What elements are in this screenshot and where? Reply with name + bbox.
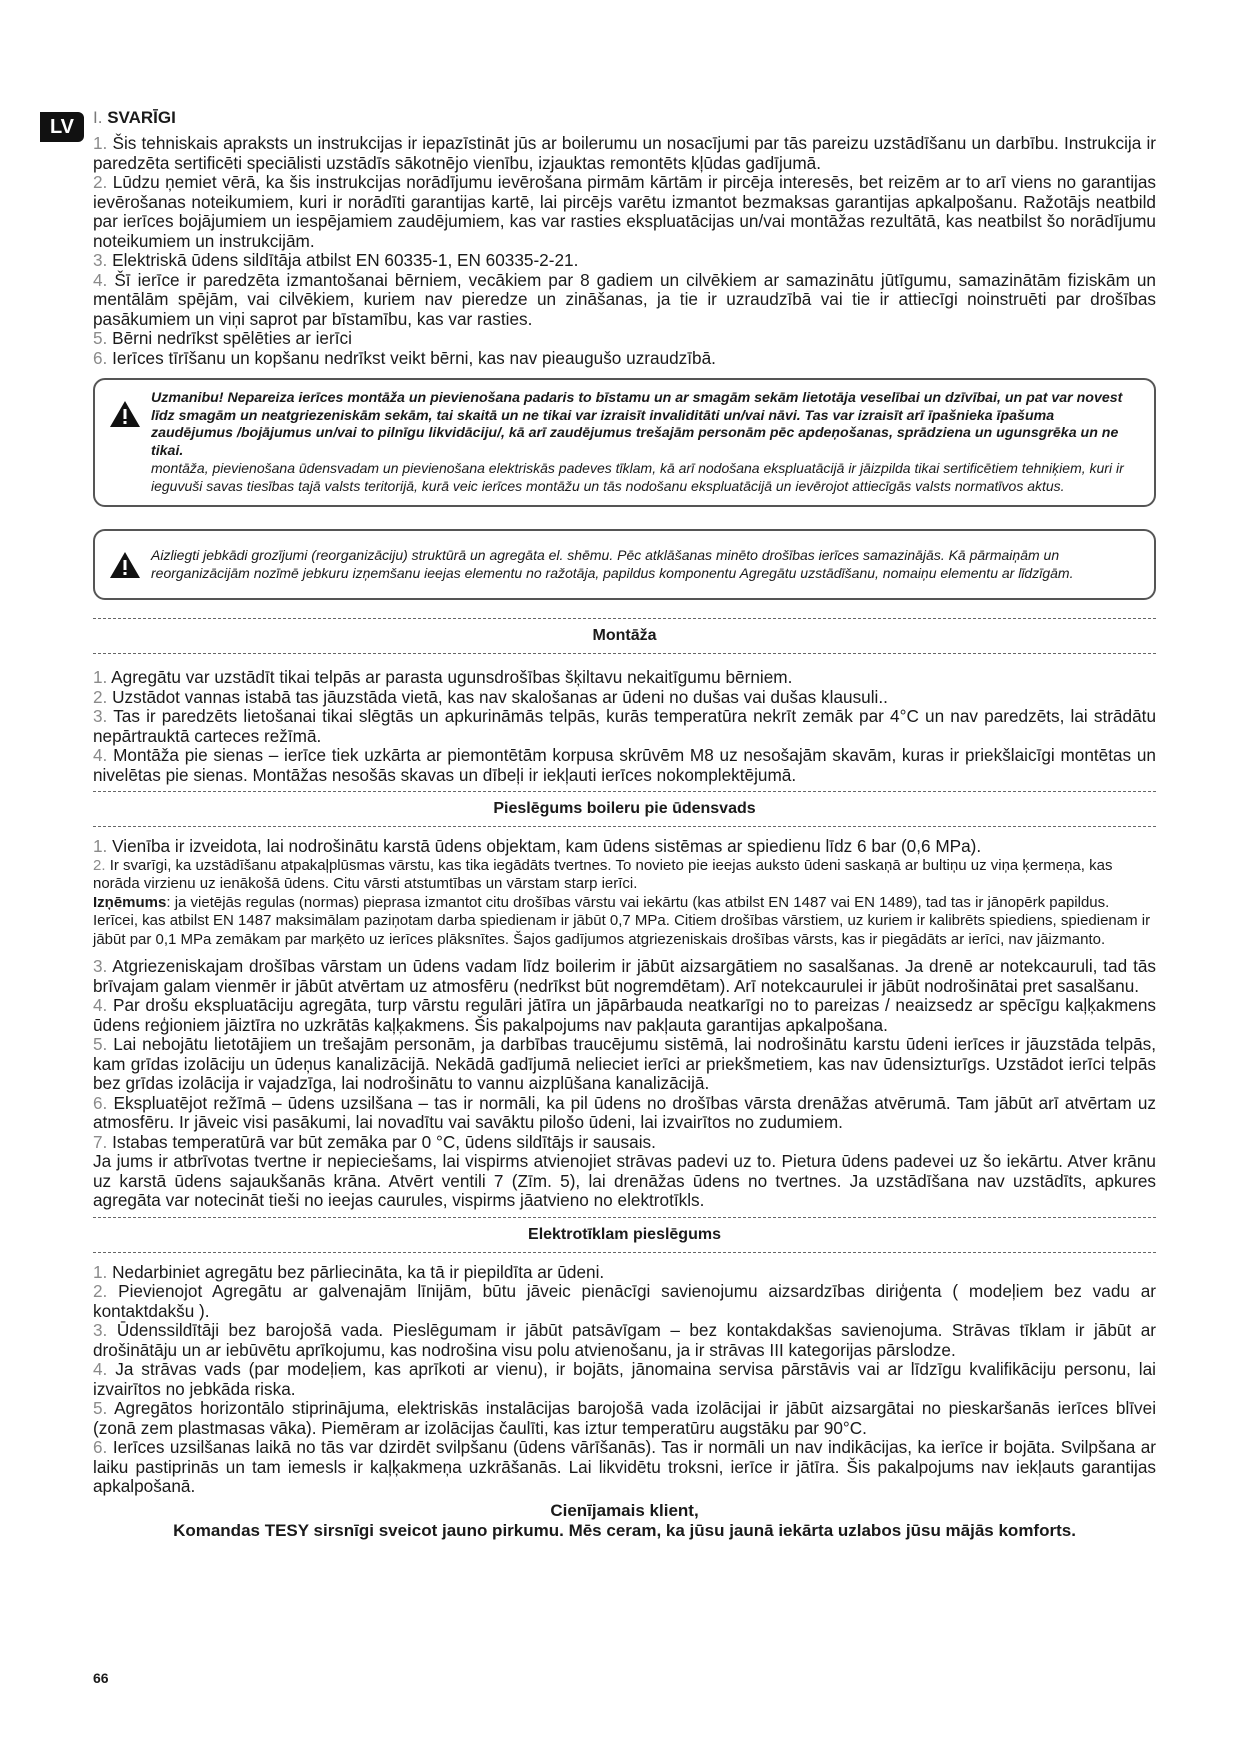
list-item: 2. Uzstādot vannas istabā tas jāuzstāda vietā, kas nav skalošanas ar ūdeni no dušas vai dušas klausuli..	[93, 686, 888, 707]
installation-list	[93, 668, 1156, 785]
warning-text: Aizliegti jebkādi grozījumi (reorganizāciju) struktūrā un agregāta el. shēmu. Pēc atklāšanas minēto drošības ierīces samazinājās. Kā pārmaiņām un reorganizācijām nozīmē jebkuru izņemšanu ieejas elementu no ražotāja, papildus komponentu Agregātu uzstādīšanu, nomaiņu elementu ar līdzīgām.	[151, 547, 1074, 581]
warning-icon	[109, 551, 141, 579]
list-item: 7. Istabas temperatūrā var būt zemāka par 0 °C, ūdens sildītājs ir sausais.	[93, 1131, 656, 1152]
exception-note: Izņēmums: ja vietējās regulas (normas) pieprasa izmantot citu drošības vārstu vai iekārtu (kas atbilst EN 1487 vai EN 1489), tad tas ir jānopērk papildus. Ierīcei, kas atbilst EN 1487 maksimālam paziņotam darba spiedienam ir jābūt 0,7 MPa. Citiem drošības vārstiem, uz kuriem ir kalibrēts spiediens, spiedienam ir jābūt par 0,1 MPa zemākam par marķēto uz ierīces plāksnītes. Šajos gadījumos atgriezeniskais drošības vārsts, kas ir piegādāts ar ierīci, nav jāizmanto.	[93, 893, 1151, 948]
list-item: 5. Bērni nedrīkst spēlēties ar ierīci	[93, 328, 352, 348]
list-item: 5. Agregātos horizontālo stiprinājuma, elektriskās instalācijas barojošā vada izolācijai ir jābūt aizsargātai no pieskaršanās ierīces blīvei (zonā zem plastmasas vāka). Piemēram ar izolācijas čaulīti, kas iztur temperatūru augstāku par 90°C.	[93, 1398, 1157, 1438]
page-content	[93, 108, 1156, 1541]
warning-text: montāža, pievienošana ūdensvadam un pievienošana elektriskās padeves tīklam, kā arī nodošana ekspluatācijā ir jāizpilda tikai sertificētiem tehniķiem, kuri ir ieguvuši savas tiesības tajā valsts teritorijā, kurā veic ierīces montāžu un tās nodošanu ekspluatācijā un ievērojot attiecīgās valsts normatīvos aktus.	[151, 460, 1124, 494]
divider	[93, 1217, 1156, 1218]
divider	[93, 1252, 1156, 1253]
exception-label: Izņēmums	[93, 893, 167, 911]
list-item: 4. Šī ierīce ir paredzēta izmantošanai bērniem, vecākiem par 8 gadiem un cilvēkiem ar samazinātu jūtīgumu, samazinātām fiziskām un mentālām spējām, vai cilvēkiem, kuriem nav pieredze un zināšanas, ja tie ir uzraudzībā vai tie ir attiecīgi noinstruēti par drošības pasākumiem un viņi saprot par bīstamību, kas var rasties.	[93, 269, 1156, 329]
list-item: 3. Tas ir paredzēts lietošanai tikai slēgtās un apkurināmās telpās, kurās temperatūra nekrīt zemāk par 4°C un nav paredzēts, lai strādātu nepārtrauktā carteces režīmā.	[93, 706, 1156, 746]
list-item: 5. Lai nebojātu lietotājiem un trešajām personām, ja darbības traucējumu sistēmā, lai nodrošinātu karstu ūdeni ierīces ir jāuzstāda telpās, kam grīdas izolāciju un ūdeņus kanalizācijā. Nekādā gadījumā nelieciet ierīci ar priekšmetiem, kas nav ūdensizturīgs. Uzstādot ierīci telpās bez grīdas izolācija ir vajadzīga, lai nodrošinātu to vannu aizplūšana kanalizācijā.	[93, 1034, 1157, 1093]
closing-message: Komandas TESY sirsnīgi sveicot jauno pirkumu. Mēs ceram, ka jūsu jaunā iekārta uzlabos jūsu mājās komforts.	[173, 1520, 1076, 1540]
divider	[93, 653, 1156, 654]
warning-bold-text: Uzmanibu! Nepareiza ierīces montāža un pievienošana padaris to bīstamu un ar smagām sekām lietotāja veselībai un dzīvībai, un pat var novest līdz smagām un neatgriezeniskām sekām, tai skaitā un ne tikai var izraisīt invaliditāti un/vai nāvi. Tas var izraisīt arī īpašnieka īpašuma zaudējumus /bojājumus un/vai to pilnīgu likvidāciju/, kā arī zaudējumus trešajām personām pēc apdeņošanas, sprādziena un ugunsgrēka un ne tikai.	[151, 390, 1123, 459]
closing-paragraph: Ja jums ir atbrīvotas tvertne ir nepieciešams, lai vispirms atvienojiet strāvas padevi uz to. Pietura ūdens padevei uz šo iekārtu. Atver krānu uz karstā ūdens sajaukšanās krāna. Atvērt ventili 7 (Zīm. 5), lai drenāžas ūdens no tvertnes. Ja uzstādīšana nav uzstādīts, apkures agregāta var notecināt tieši no ieejas caurules, vispirms jāatvieno no elektrotīkls.	[93, 1151, 1156, 1210]
list-item: 2. Pievienojot Agregātu ar galvenajām līnijām, būtu jāveic pienācīgi savienojumu aizsardzības diriģenta ( modeļiem bez vadu ar kontaktdakšu ).	[93, 1281, 1157, 1321]
warning-icon	[109, 400, 141, 428]
section-heading: Pieslēgums boileru pie ūdensvads	[493, 800, 756, 817]
language-badge: LV	[40, 112, 84, 142]
list-item: 6. Ekspluatējot režīmā – ūdens uzsilšana – tas ir normāli, ka pil ūdens no drošības vārsta drenāžas atvērumā. Tam jābūt arī atvērtam uz atmosfēru. Ir jāveic visi pasākumi, lai novadītu vai savāktu pilošo ūdeni, lai izvairītos no zudumiem.	[93, 1092, 1156, 1132]
list-item: 4. Montāža pie sienas – ierīce tiek uzkārta ar piemontētām korpusa skrūvēm M8 uz nesošajām skavām, kuras ir priekšlaicīgi montētas un nivelētas pie sienas. Montāžas nesošās skavas un dībeļi ir iekļauti ierīces nokomplektējumā.	[93, 745, 1156, 785]
list-item: 1. Šis tehniskais apraksts un instrukcijas ir iepazīstināt jūs ar boilerumu un nosacījumi par tās pareizu uzstādīšanu un darbību. Instrukcija ir paredzēta sertificēti speciālisti uzstādīs sākotnējo vienību, izjauktas remontēts kļūdas gadījumā.	[93, 133, 1156, 173]
list-item: 3. Atgriezeniskajam drošības vārstam un ūdens vadam līdz boilerim ir jābūt aizsargātiem no sasalšanas. Ja drenē ar notekcauruli, tad tās brīvajam galam vienmēr ir jābūt atvērtam uz atmosfēru (nedrīkst būt nogremdētam). Arī notekcaurulei ir jābūt nodrošinātai pret sasalšanu.	[93, 956, 1156, 996]
section-title	[93, 108, 1156, 128]
divider	[93, 618, 1156, 619]
list-item: 1. Vienība ir izveidota, lai nodrošinātu karstā ūdens objektam, kam ūdens sistēmas ar spiedienu līdz 6 bar (0,6 MPa).	[93, 836, 982, 856]
list-item: 3. Ūdenssildītāji bez barojošā vada. Pieslēgumam ir jābūt patsāvīgam – bez kontakdakšas savienojuma. Strāvas tīklam ir jābūt ar drošinātāju un ar iebūvētu aprīkojumu, kas nodrošina visu polu atvienošanu, ja ir strāvas III kategorijas pārslodze.	[93, 1320, 1156, 1360]
list-item: 6. Ierīces tīrīšanu un kopšanu nedrīkst veikt bērni, kas nav pieaugušo uzraudzībā.	[93, 347, 716, 368]
warning-box	[93, 378, 1156, 507]
list-item: 1. Nedarbiniet agregātu bez pārliecināta, ka tā ir piepildīta ar ūdeni.	[93, 1261, 605, 1282]
section-number: I.	[93, 108, 103, 127]
closing-greeting: Cienījamais klient,	[550, 1500, 699, 1520]
list-item: 4. Par drošu ekspluatāciju agregāta, turp vārstu regulāri jātīra un jāpārbauda neatkarīgi no to pareizas / neaizsedz ar spēcīgu kaļķakmens ūdens reģioniem jāiztīra no uzkrātās kaļķakmens. Šis pakalpojums nav pakļauta garantijas apkalpošana.	[93, 995, 1157, 1035]
list-item: 6. Ierīces uzsilšanas laikā no tās var dzirdēt svilpšanu (ūdens vārīšanās). Tas ir normāli un nav indikācijas, ka ierīce ir bojāta. Svilpšana ar laiku pastiprinās un tam iemesls ir kaļķakmeņa uzkrāšanās. Lai likvidētu troksni, ierīce ir jātīra. Šis pakalpojums nav iekļauts garantijas apkalpošanā.	[93, 1437, 1157, 1496]
divider	[93, 791, 1156, 792]
section-heading: Montāža	[592, 627, 657, 644]
water-connection-list	[93, 837, 1156, 1211]
section-heading: Elektrotīklam pieslēgums	[528, 1225, 721, 1243]
important-list	[93, 134, 1156, 368]
list-item: 2. Lūdzu ņemiet vērā, ka šis instrukcijas norādījumu ievērošana pirmām kārtām ir pircēja interesēs, bet reizēm ar to arī viens no garantijas ievērošanas noteikumiem, kuri ir norādīti garantijas kartē, lai pircējs varētu izmantot bezmaksas garantijas apkalpošanu. Ražotājs neatbild par ierīces bojājumiem un iespējamiem zaudējumiem, kas var rasties ekspluatācijas un/vai montāžas rezultātā, kas neatbilst šo norādījumu noteikumiem un instrukcijām.	[93, 172, 1156, 251]
warning-box	[93, 529, 1156, 600]
list-item: 2. Ir svarīgi, ka uzstādīšanu atpakaļplūsmas vārstu, kas tika iegādāts tvertnes. To novieto pie ieejas auksto ūdeni saskaņā ar bultiņu uz viņa ķermeņa, kas norāda virzienu uz ienākošā ūdens. Citu vārsti atstumtības un vārstam starp ierīci.	[93, 856, 1113, 892]
page-number: 66	[93, 1670, 109, 1686]
section-title-text: SVARĪGI	[107, 108, 176, 127]
list-item: 1. Agregātu var uzstādīt tikai telpās ar parasta ugunsdrošības šķiltavu nekaitīgumu bērniem.	[93, 667, 793, 687]
list-item: 3. Elektriskā ūdens sildītāja atbilst EN 60335-1, EN 60335-2-21.	[93, 250, 579, 270]
divider	[93, 826, 1156, 827]
list-item: 4. Ja strāvas vads (par modeļiem, kas aprīkoti ar vienu), ir bojāts, jānomaina servisa pārstāvis vai ar līdzīgu kvalifikāciju personu, lai izvairītos no jebkāda riska.	[93, 1359, 1156, 1399]
electrical-list	[93, 1263, 1156, 1497]
